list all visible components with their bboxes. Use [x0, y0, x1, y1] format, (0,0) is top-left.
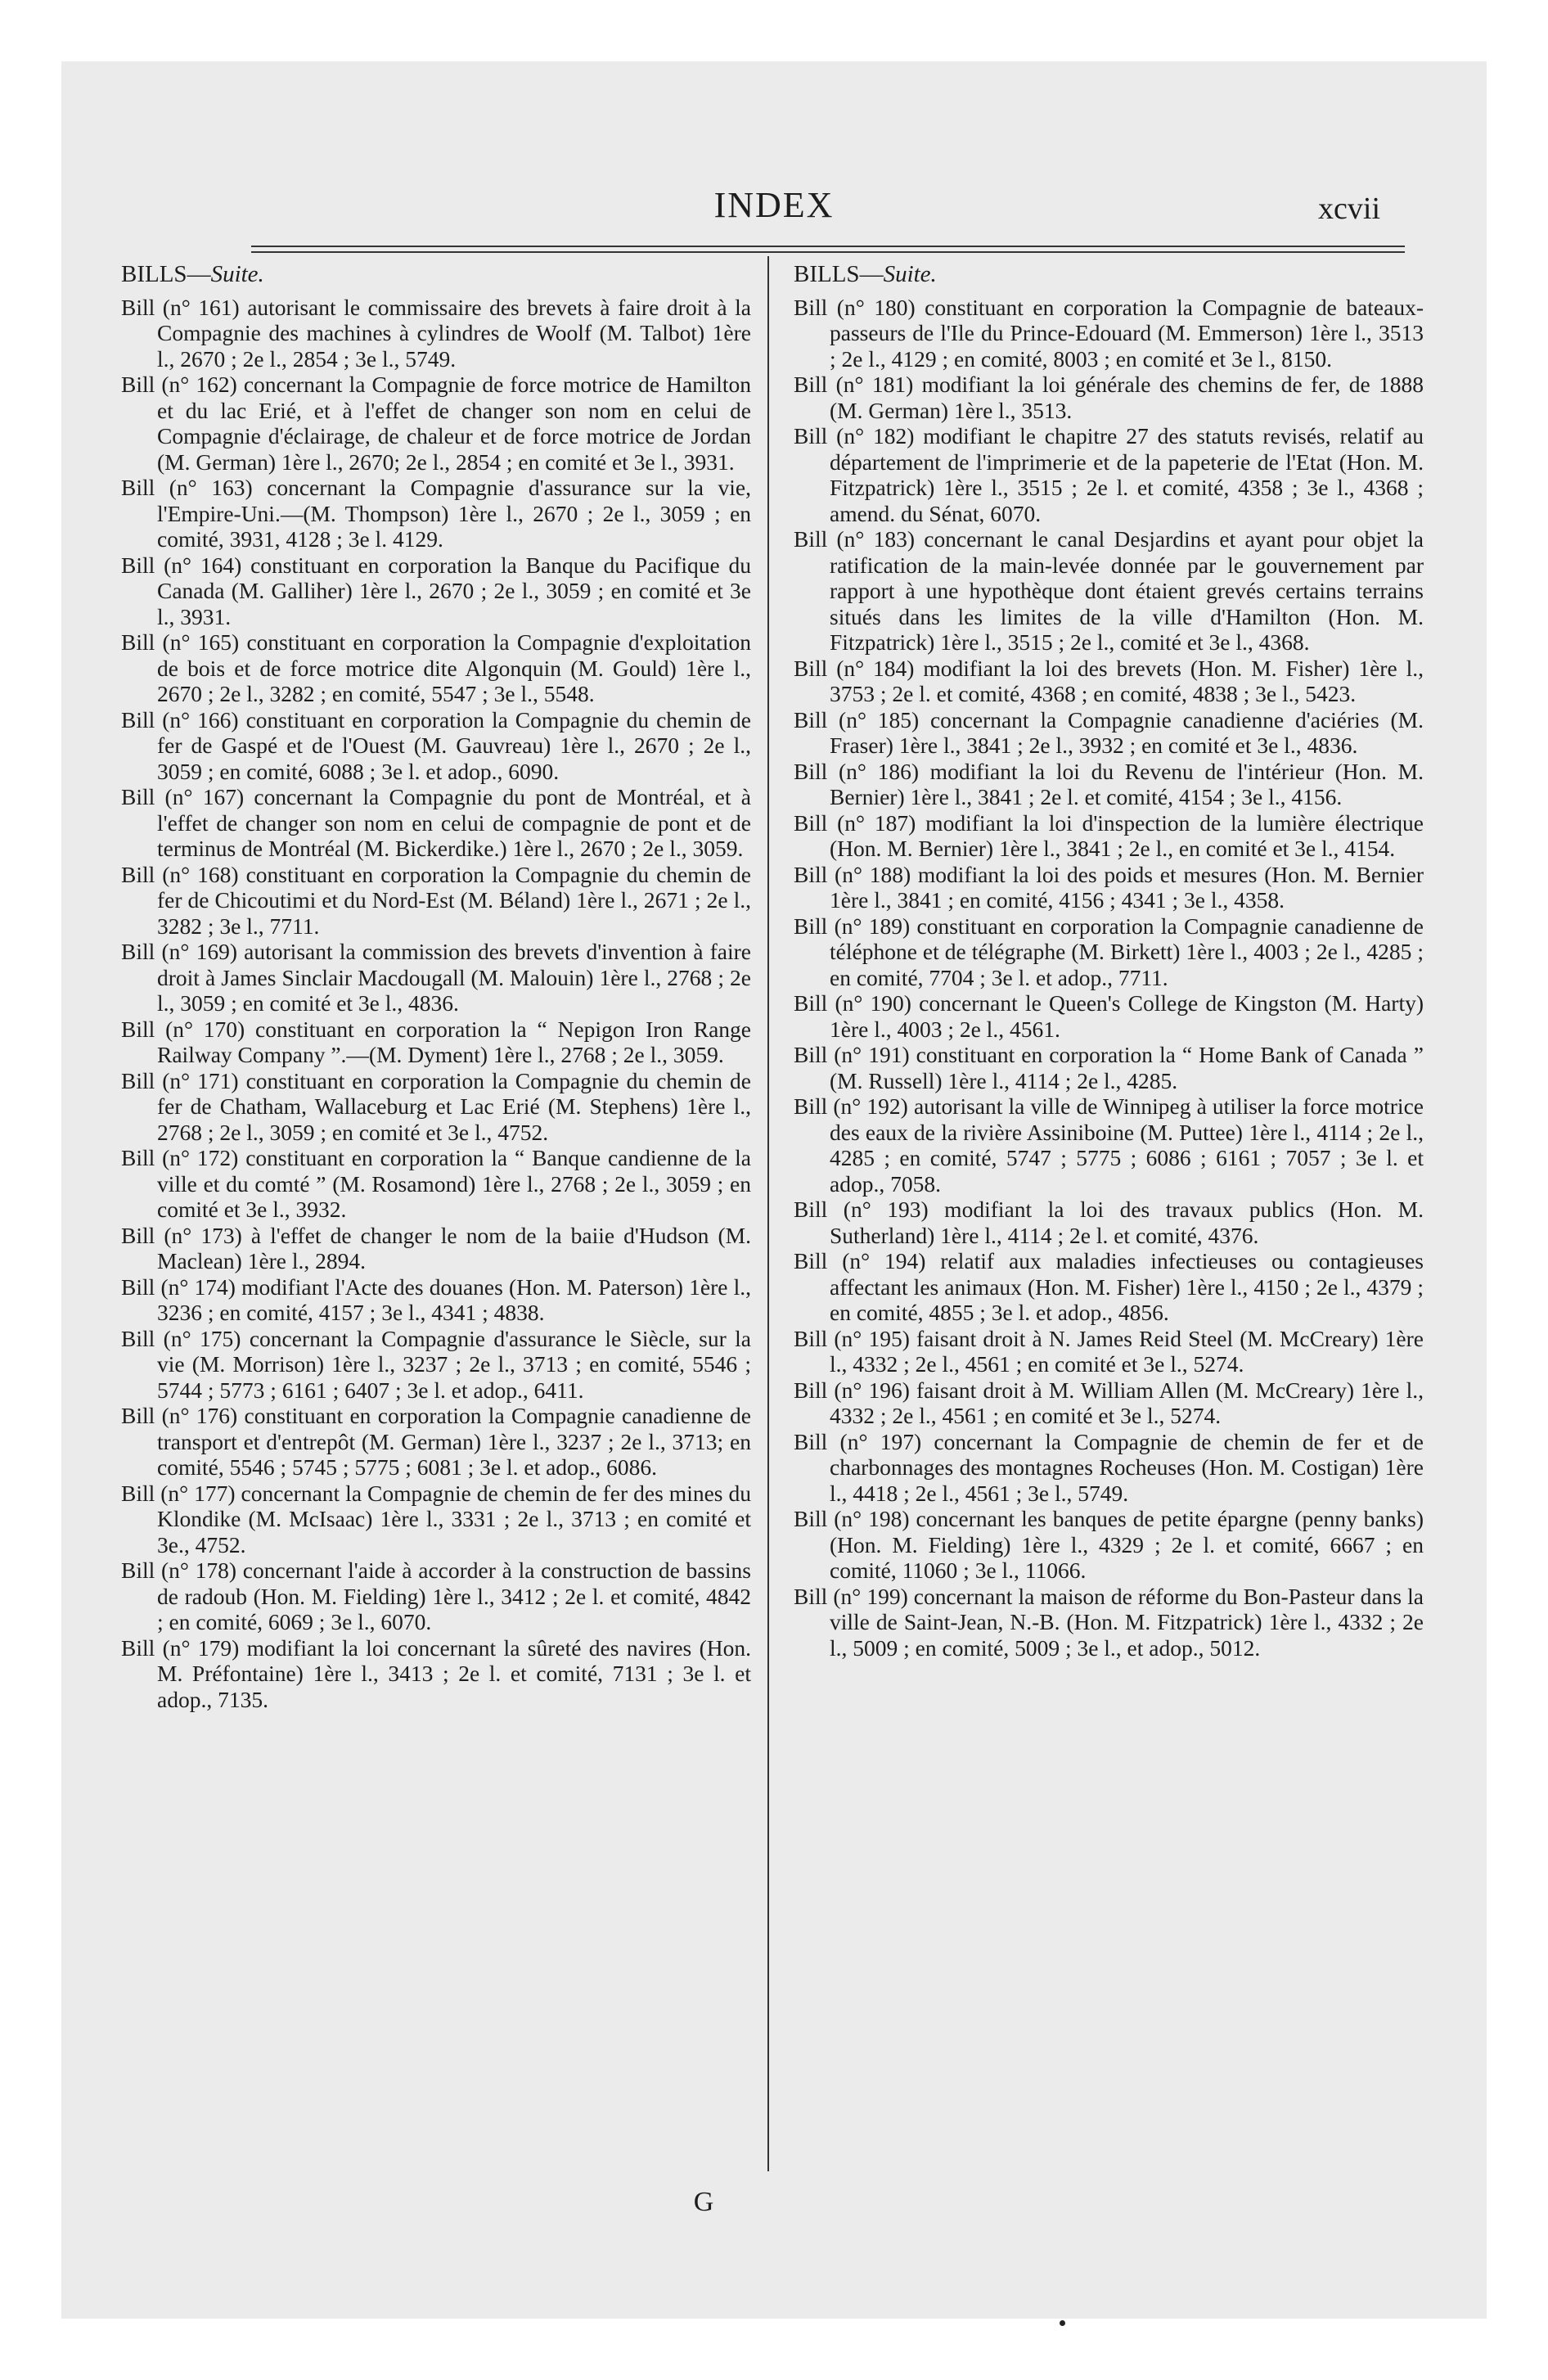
index-entry: Bill (n° 178) concernant l'aide à accorder à la construction de bassins de radoub (Hon. M. Fielding) 1ère l., 3412 ; 2e l. et comité, 4842 ; en comité, 6069 ; 3e l., 6070.: [121, 1557, 751, 1634]
index-entry: Bill (n° 188) modifiant la loi des poids et mesures (Hon. M. Bernier 1ère l., 3841 ; en comité, 4156 ; 4341 ; 3e l., 4358.: [794, 861, 1424, 913]
index-entry: Bill (n° 192) autorisant la ville de Winnipeg à utiliser la force motrice des eaux de la rivière Assiniboine (M. Puttee) 1ère l., 4114 ; 2e l., 4285 ; en comité, 5747 ; 5775 ; 6086 ; 6161 ; 7057 ; 3e l. et adop., 7058.: [794, 1093, 1424, 1197]
index-entry: Bill (n° 172) constituant en corporation la “ Banque candienne de la ville et du comté ” (M. Rosamond) 1ère l., 2768 ; 2e l., 3059 ; en comité et 3e l., 3932.: [121, 1145, 751, 1222]
index-entry: Bill (n° 198) concernant les banques de petite épargne (penny banks) (Hon. M. Fielding) 1ère l., 4329 ; 2e l. et comité, 6667 ; en comité, 11060 ; 3e l., 11066.: [794, 1506, 1424, 1583]
header-rule-top: [251, 246, 1405, 247]
index-entry: Bill (n° 193) modifiant la loi des travaux publics (Hon. M. Sutherland) 1ère l., 4114 ; 2e l. et comité, 4376.: [794, 1197, 1424, 1248]
index-entry: Bill (n° 185) concernant la Compagnie canadienne d'aciéries (M. Fraser) 1ère l., 3841 ; 2e l., 3932 ; en comité et 3e l., 4836.: [794, 706, 1424, 758]
header-rule-bottom: [251, 251, 1405, 253]
index-entry: Bill (n° 189) constituant en corporation la Compagnie canadienne de téléphone et de télégraphe (M. Birkett) 1ère l., 4003 ; 2e l., 4285 ; en comité, 7704 ; 3e l. et adop., 7711.: [794, 913, 1424, 990]
index-entry: Bill (n° 197) concernant la Compagnie de chemin de fer et de charbonnages des montagnes Rocheuses (Hon. M. Costigan) 1ère l., 4418 ; 2e l., 4561 ; 3e l., 5749.: [794, 1428, 1424, 1506]
section-heading-suite: Suite.: [883, 261, 937, 287]
index-entry: Bill (n° 162) concernant la Compagnie de force motrice de Hamilton et du lac Erié, et à l'effet de changer son nom en celui de Compagnie d'éclairage, de chaleur et de force motrice de Jordan (M. German) 1ère l., 2670; 2e l., 2854 ; en comité et 3e l., 3931.: [121, 372, 751, 475]
index-entry: Bill (n° 195) faisant droit à N. James Reid Steel (M. McCreary) 1ère l., 4332 ; 2e l., 4561 ; en comité et 3e l., 5274.: [794, 1325, 1424, 1377]
section-heading-label: BILLS: [794, 261, 860, 287]
right-column: [794, 262, 1424, 1661]
signature-mark: G: [693, 2187, 714, 2217]
index-entry: Bill (n° 173) à l'effet de changer le nom de la baiie d'Hudson (M. Maclean) 1ère l., 2894.: [121, 1222, 751, 1273]
index-entry: Bill (n° 177) concernant la Compagnie de chemin de fer des mines du Klondike (M. McIsaac) 1ère l., 3331 ; 2e l., 3713 ; en comité et 3e., 4752.: [121, 1480, 751, 1557]
index-entry: Bill (n° 194) relatif aux maladies infectieuses ou contagieuses affectant les animaux (Hon. M. Fisher) 1ère l., 4150 ; 2e l., 4379 ; en comité, 4855 ; 3e l. et adop., 4856.: [794, 1248, 1424, 1325]
page-number: xcvii: [1318, 192, 1380, 226]
index-entry: Bill (n° 165) constituant en corporation la Compagnie d'exploitation de bois et de force motrice dite Algonquin (M. Gould) 1ère l., 2670 ; 2e l., 3282 ; en comité, 5547 ; 3e l., 5548.: [121, 629, 751, 706]
section-heading-suite: Suite.: [210, 261, 264, 287]
section-heading: BILLS—Suite.: [794, 261, 937, 287]
index-entry: Bill (n° 186) modifiant la loi du Revenu de l'intérieur (Hon. M. Bernier) 1ère l., 3841 ; 2e l. et comité, 4154 ; 3e l., 4156.: [794, 758, 1424, 809]
index-entry: Bill (n° 174) modifiant l'Acte des douanes (Hon. M. Paterson) 1ère l., 3236 ; en comité, 4157 ; 3e l., 4341 ; 4838.: [121, 1273, 751, 1325]
index-entry: Bill (n° 196) faisant droit à M. William Allen (M. McCreary) 1ère l., 4332 ; 2e l., 4561 ; en comité et 3e l., 5274.: [794, 1377, 1424, 1428]
index-entry: Bill (n° 176) constituant en corporation la Compagnie canadienne de transport et d'entrepôt (M. German) 1ère l., 3237 ; 2e l., 3713; en comité, 5546 ; 5745 ; 5775 ; 6081 ; 3e l. et adop., 6086.: [121, 1403, 751, 1480]
index-entry: Bill (n° 182) modifiant le chapitre 27 des statuts revisés, relatif au département de l'imprimerie et de la papeterie de l'Etat (Hon. M. Fitzpatrick) 1ère l., 3515 ; 2e l. et comité, 4358 ; 3e l., 4368 ; amend. du Sénat, 6070.: [794, 423, 1424, 526]
section-heading-label: BILLS: [121, 261, 187, 287]
index-entry: Bill (n° 167) concernant la Compagnie du pont de Montréal, et à l'effet de changer son nom en celui de compagnie de pont et de terminus de Montréal (M. Bickerdike.) 1ère l., 2670 ; 2e l., 3059.: [121, 784, 751, 861]
index-entry: Bill (n° 171) constituant en corporation la Compagnie du chemin de fer de Chatham, Wallaceburg et Lac Erié (M. Stephens) 1ère l., 2768 ; 2e l., 3059 ; en comité et 3e l., 4752.: [121, 1067, 751, 1145]
index-entry: Bill (n° 166) constituant en corporation la Compagnie du chemin de fer de Gaspé et de l'Ouest (M. Gauvreau) 1ère l., 2670 ; 2e l., 3059 ; en comité, 6088 ; 3e l. et adop., 6090.: [121, 706, 751, 784]
left-column: [121, 262, 751, 1712]
index-entry: Bill (n° 175) concernant la Compagnie d'assurance le Siècle, sur la vie (M. Morrison) 1ère l., 3237 ; 2e l., 3713 ; en comité, 5546 ; 5744 ; 5773 ; 6161 ; 6407 ; 3e l. et adop., 6411.: [121, 1325, 751, 1403]
page-title: INDEX: [713, 185, 835, 225]
index-entry: Bill (n° 179) modifiant la loi concernant la sûreté des navires (Hon. M. Préfontaine) 1ère l., 3413 ; 2e l. et comité, 7131 ; 3e l. et adop., 7135.: [121, 1634, 751, 1712]
index-entry: Bill (n° 191) constituant en corporation la “ Home Bank of Canada ” (M. Russell) 1ère l., 4114 ; 2e l., 4285.: [794, 1042, 1424, 1093]
index-entry: Bill (n° 187) modifiant la loi d'inspection de la lumière électrique (Hon. M. Bernier) 1ère l., 3841 ; 2e l., en comité et 3e l., 4154.: [794, 809, 1424, 861]
column-divider: [767, 256, 769, 2171]
index-entry: Bill (n° 183) concernant le canal Desjardins et ayant pour objet la ratification de la main-levée donnée par le gouvernement par rapport à une hypothèque dont étaient grevés certains terrains situés dans les limites de la ville d'Hamilton (Hon. M. Fitzpatrick) 1ère l., 3515 ; 2e l., comité et 3e l., 4368.: [794, 526, 1424, 655]
index-entry: Bill (n° 168) constituant en corporation la Compagnie du chemin de fer de Chicoutimi et du Nord-Est (M. Béland) 1ère l., 2671 ; 2e l., 3282 ; 3e l., 7711.: [121, 861, 751, 939]
index-page: [61, 61, 1487, 2319]
print-speck: [1060, 2320, 1065, 2326]
index-entry: Bill (n° 199) concernant la maison de réforme du Bon-Pasteur dans la ville de Saint-Jean, N.-B. (Hon. M. Fitzpatrick) 1ère l., 4332 ; 2e l., 5009 ; en comité, 5009 ; 3e l., et adop., 5012.: [794, 1583, 1424, 1661]
index-entry: Bill (n° 170) constituant en corporation la “ Nepigon Iron Range Railway Company ”.—(M. Dyment) 1ère l., 2768 ; 2e l., 3059.: [121, 1016, 751, 1067]
index-entry: Bill (n° 163) concernant la Compagnie d'assurance sur la vie, l'Empire-Uni.—(M. Thompson) 1ère l., 2670 ; 2e l., 3059 ; en comité, 3931, 4128 ; 3e l. 4129.: [121, 475, 751, 552]
index-entry: Bill (n° 169) autorisant la commission des brevets d'invention à faire droit à James Sinclair Macdougall (M. Malouin) 1ère l., 2768 ; 2e l., 3059 ; en comité et 3e l., 4836.: [121, 939, 751, 1016]
section-heading: BILLS—Suite.: [121, 261, 264, 287]
index-entry: Bill (n° 180) constituant en corporation la Compagnie de bateaux-passeurs de l'Ile du Prince-Edouard (M. Emmerson) 1ère l., 3513 ; 2e l., 4129 ; en comité, 8003 ; en comité et 3e l., 8150.: [794, 294, 1424, 372]
index-entry: Bill (n° 181) modifiant la loi générale des chemins de fer, de 1888 (M. German) 1ère l., 3513.: [794, 372, 1424, 423]
index-entry: Bill (n° 184) modifiant la loi des brevets (Hon. M. Fisher) 1ère l., 3753 ; 2e l. et comité, 4368 ; en comité, 4838 ; 3e l., 5423.: [794, 655, 1424, 706]
index-entry: Bill (n° 161) autorisant le commissaire des brevets à faire droit à la Compagnie des machines à cylindres de Woolf (M. Talbot) 1ère l., 2670 ; 2e l., 2854 ; 3e l., 5749.: [121, 294, 751, 372]
index-entry: Bill (n° 164) constituant en corporation la Banque du Pacifique du Canada (M. Galliher) 1ère l., 2670 ; 2e l., 3059 ; en comité et 3e l., 3931.: [121, 552, 751, 629]
index-entry: Bill (n° 190) concernant le Queen's College de Kingston (M. Harty) 1ère l., 4003 ; 2e l., 4561.: [794, 990, 1424, 1042]
